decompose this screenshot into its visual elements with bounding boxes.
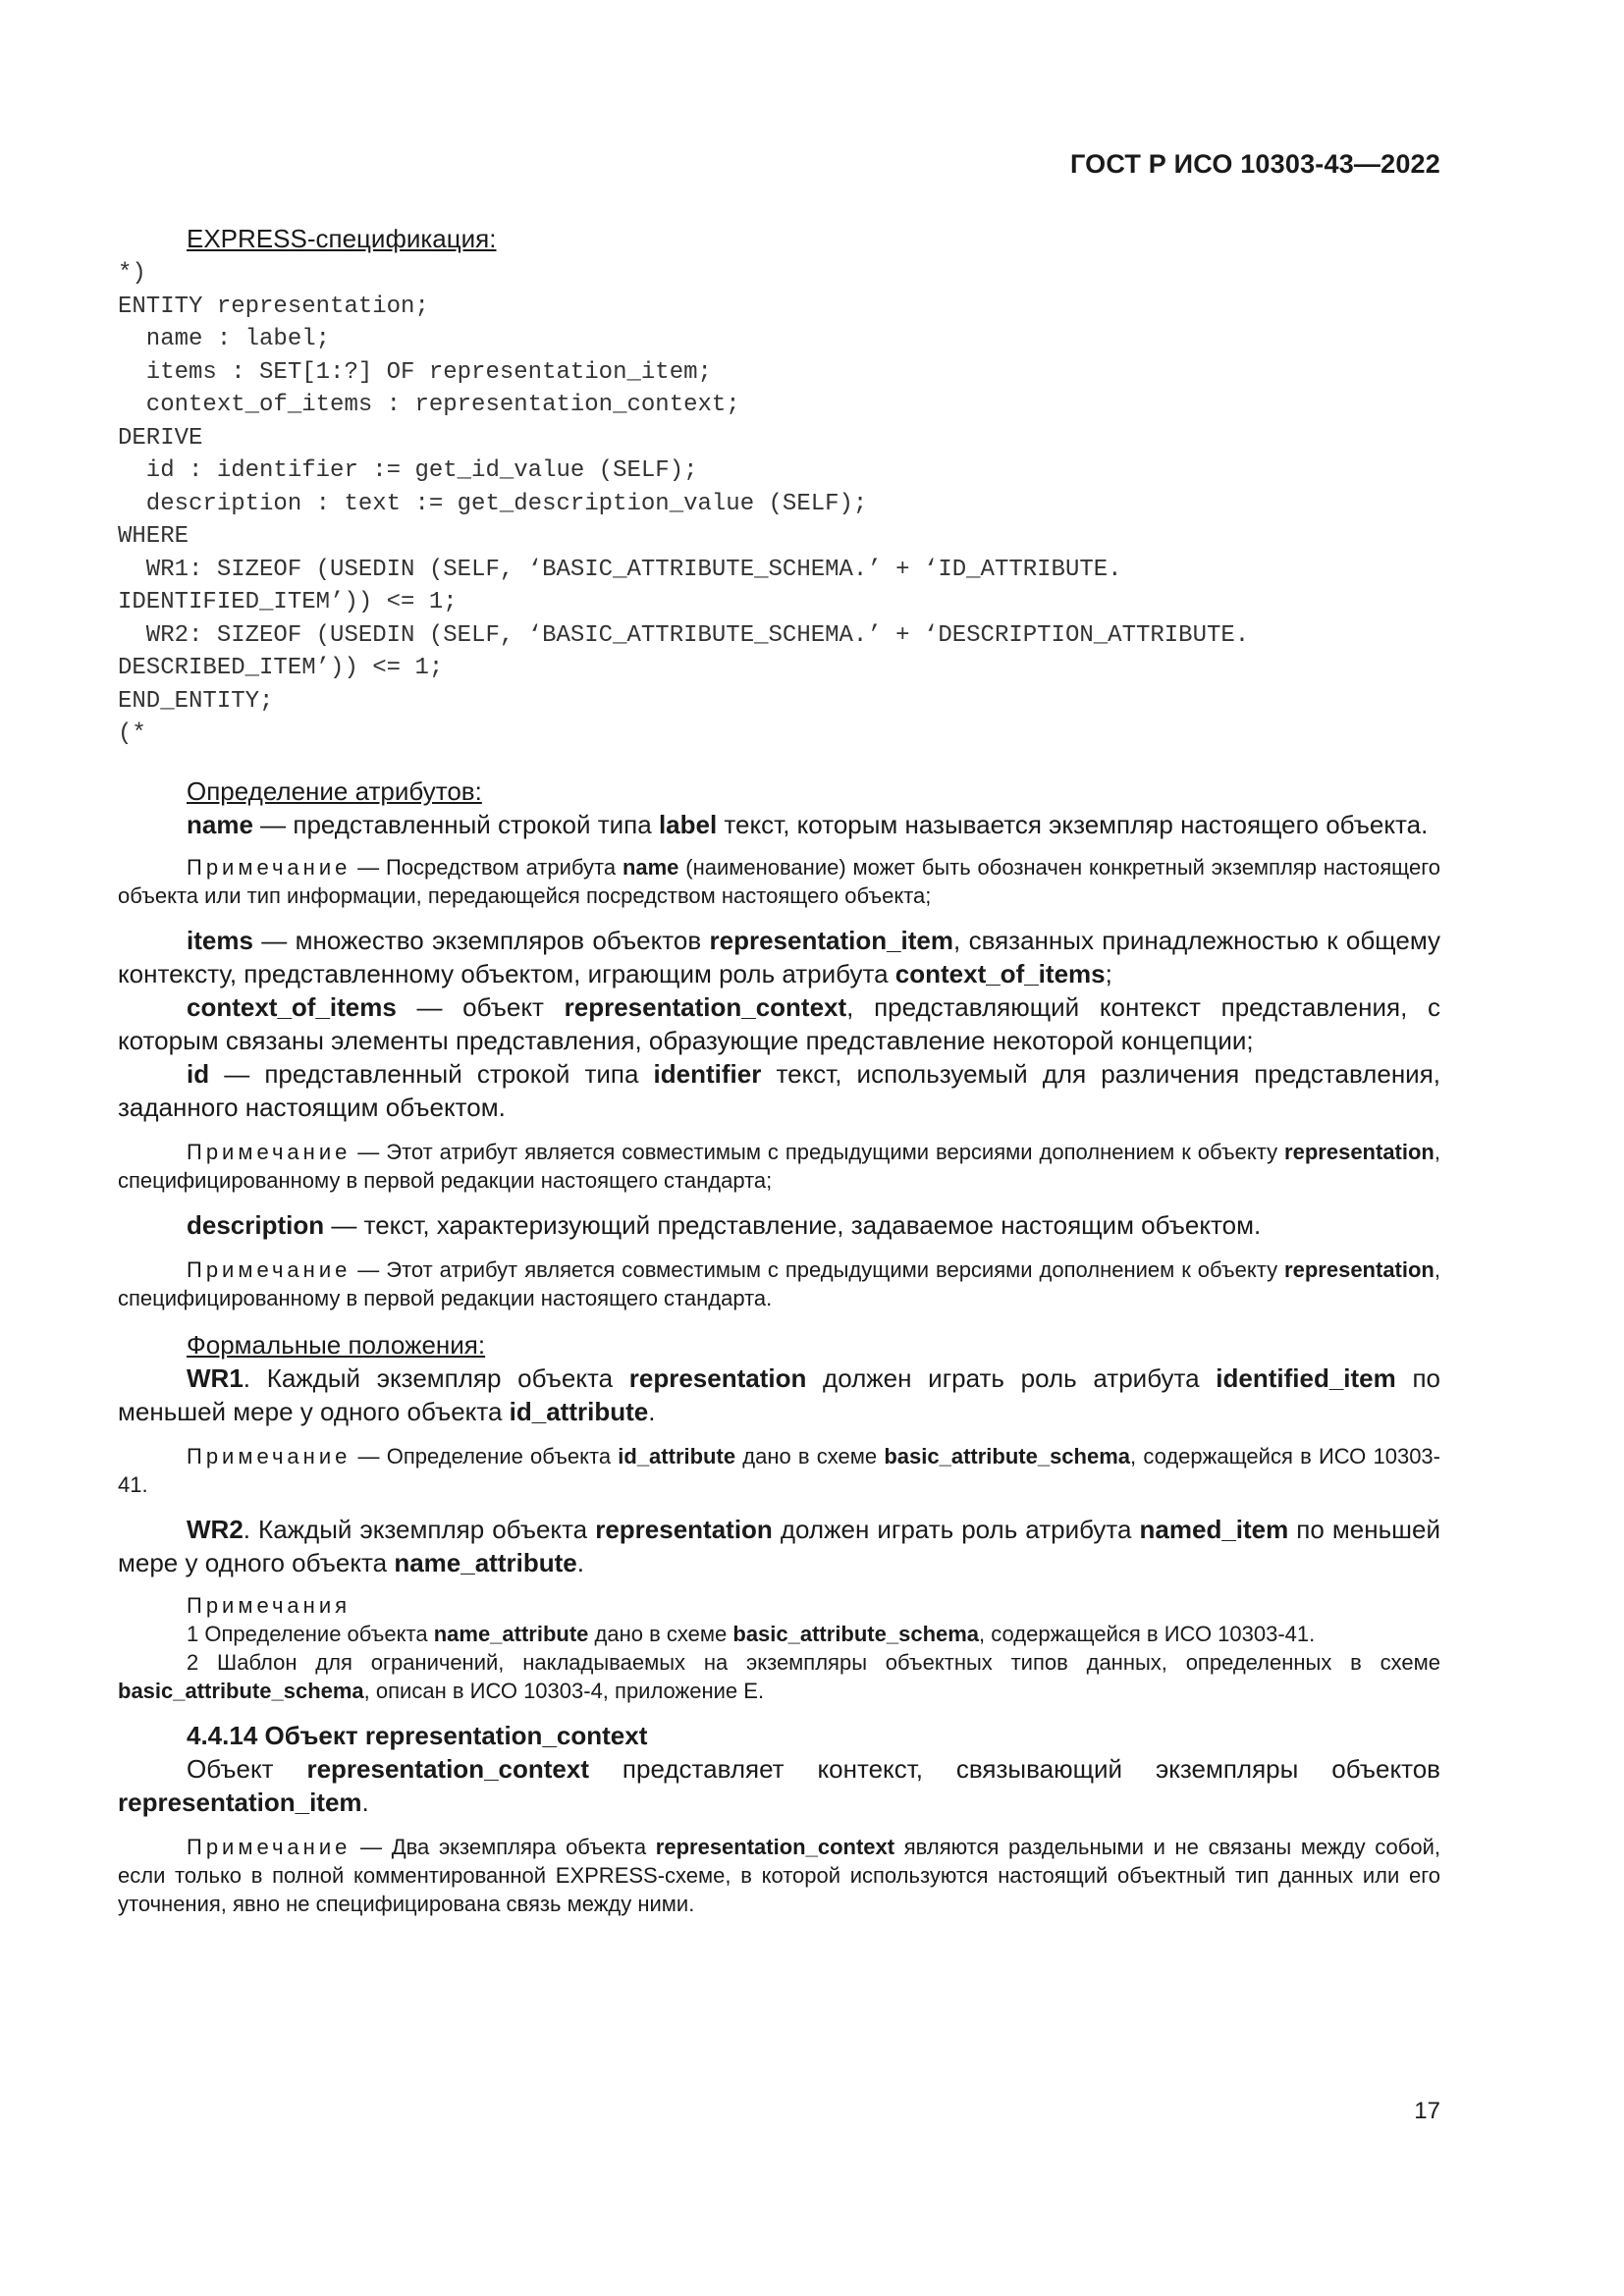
formal-propositions-label: Формальные положения:: [187, 1329, 486, 1360]
note-id: Примечание — Этот атрибут является совместимым с предыдущими версиями дополнением к объекту representation, специфицированному в первой редакции настоящего стандарта;: [118, 1139, 1440, 1193]
attr-name-definition: name — представленный строкой типа label текст, которым называется экземпляр настоящего объекта.: [187, 809, 1429, 839]
note-name: Примечание — Посредством атрибута name (наименование) может быть обозначен конкретный экземпляр настоящего объекта или тип информации, передающейся посредством настоящего объекта;: [118, 854, 1441, 908]
attributes-label: Определение атрибутов:: [187, 775, 482, 806]
page-number: 17: [1414, 2098, 1440, 2124]
express-code-block: *) ENTITY representation; name : label; items : SET[1:?] OF representation_item; context_of_items : representation_context; DERIVE id : identifier := get_id_value (SELF); description : text := get_description_value (SELF); WHERE WR1: SIZEOF (USEDIN (SELF, ‘BASIC_ATTRIBUTE_SCHEMA.’ + ‘ID_ATTRIBUTE. IDENTIFIED_ITEM’)) <= 1; WR2: SIZEOF (USEDIN (SELF, ‘BASIC_ATTRIBUTE_SCHEMA.’ + ‘DESCRIPTION_ATTRIBUTE. DESCRIBED_ITEM’)) <= 1; END_ENTITY; (*: [118, 260, 1250, 747]
attr-id-definition: id — представленный строкой типа identifier текст, используемый для различения представления, заданного настоящим объектом.: [118, 1058, 1440, 1122]
page-content: [118, 222, 1440, 1918]
note-description: Примечание — Этот атрибут является совместимым с предыдущими версиями дополнением к объекту representation, специфицированному в первой редакции настоящего стандарта.: [118, 1256, 1440, 1310]
note-wr2-2: 2 Шаблон для ограничений, накладываемых на экземпляры объектных типов данных, определенных в схеме basic_attribute_schema, описан в ИСО 10303-4, приложение E.: [118, 1649, 1440, 1703]
attr-items-definition: items — множество экземпляров объектов representation_item, связанных принадлежностью к общему контексту, представленному объектом, играющим роль атрибута context_of_items;: [118, 925, 1440, 988]
document-standard-id: ГОСТ Р ИСО 10303-43—2022: [1070, 149, 1440, 179]
section-paragraph: Объект representation_context представляет контекст, связывающий экземпляры объектов representation_item.: [118, 1753, 1440, 1817]
note-section: Примечание — Два экземпляра объекта representation_context являются раздельными и не связаны между собой, если только в полной комментированной EXPRESS-схеме, в которой используются настоящий объектный тип данных или его уточнения, явно не специфицирована связь между ними.: [118, 1834, 1440, 1916]
note-wr1: Примечание — Определение объекта id_attribute дано в схеме basic_attribute_schema, содержащейся в ИСО 10303-41.: [118, 1443, 1440, 1497]
note-wr2-1: 1 Определение объекта name_attribute дано в схеме basic_attribute_schema, содержащейся в ИСО 10303-41.: [187, 1621, 1316, 1646]
express-spec-label: EXPRESS-спецификация:: [187, 224, 497, 253]
rule-wr1: WR1. Каждый экземпляр объекта representation должен играть роль атрибута identified_item по меньшей мере у одного объекта id_attribute.: [118, 1362, 1440, 1426]
section-heading: 4.4.14 Объект representation_context: [187, 1720, 648, 1750]
attr-context-definition: context_of_items — объект representation_context, представляющий контекст представления, с которым связаны элементы представления, образующие представление некоторой концепции;: [118, 991, 1440, 1055]
rule-wr2: WR2. Каждый экземпляр объекта representation должен играть роль атрибута named_item по меньшей мере у одного объекта name_attribute.: [118, 1514, 1440, 1577]
attr-description-definition: description — текст, характеризующий представление, задаваемое настоящим объектом.: [187, 1209, 1262, 1240]
notes-heading: Примечания: [187, 1592, 352, 1618]
